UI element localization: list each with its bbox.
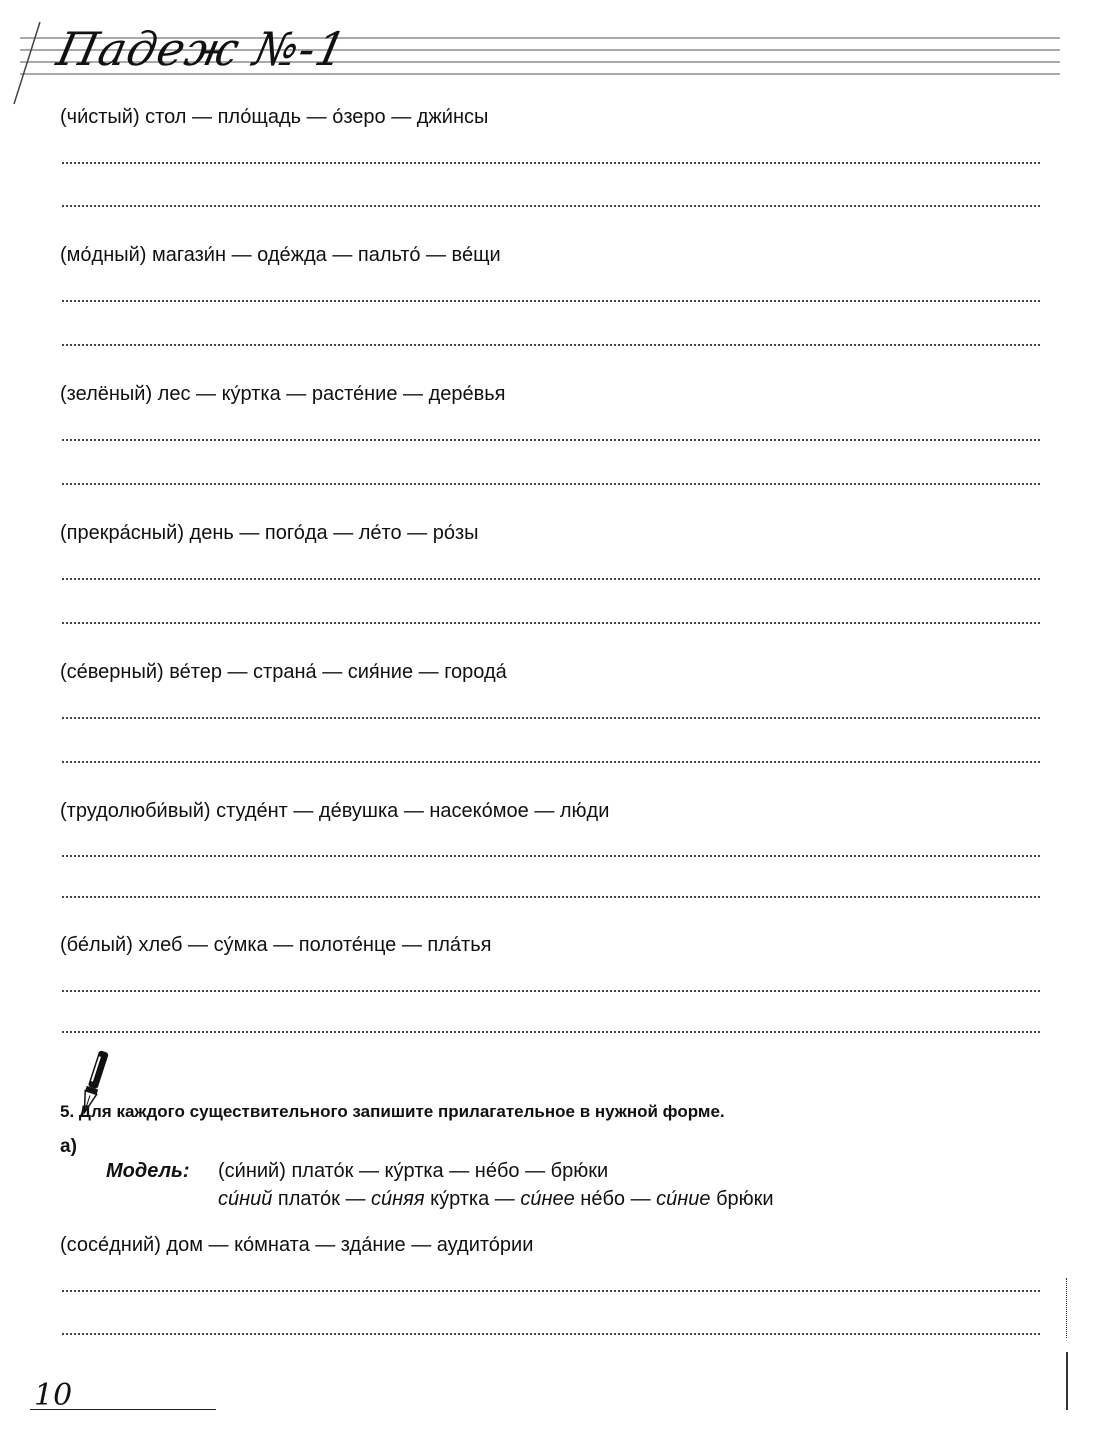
model-noun: не́бо —	[574, 1188, 657, 1210]
answer-line[interactable]	[62, 855, 1040, 857]
margin-mark	[1066, 1278, 1067, 1338]
exercise-item-4: (прекра́сный) день — пого́да — ле́то — ро́зы	[60, 522, 479, 544]
exercise-item-2: (мо́дный) магази́н — оде́жда — пальто́ — ве́щи	[60, 244, 501, 266]
model-adjective: си́няя	[371, 1188, 425, 1210]
model-noun: брю́ки	[710, 1188, 774, 1210]
model-adjective: си́нее	[520, 1188, 575, 1210]
model-noun: плато́к —	[272, 1188, 372, 1210]
exercise-item-5: (се́верный) ве́тер — страна́ — сия́ние — города́	[60, 661, 507, 683]
answer-line[interactable]	[62, 1031, 1040, 1033]
answer-line[interactable]	[62, 990, 1040, 992]
page-title: Падеж №-1	[52, 22, 352, 76]
task-5-part-label: а)	[60, 1136, 77, 1157]
page-number-rule	[30, 1409, 216, 1410]
answer-line[interactable]	[62, 1290, 1040, 1292]
model-line-1: (си́ний) плато́к — ку́ртка — не́бо — брю́ки	[218, 1160, 609, 1182]
model-label: Модель:	[106, 1160, 190, 1182]
model-noun: ку́ртка —	[424, 1188, 521, 1210]
answer-line[interactable]	[62, 439, 1040, 441]
exercise-item-1: (чи́стый) стол — пло́щадь — о́зеро — джи́нсы	[60, 106, 489, 128]
answer-line[interactable]	[62, 162, 1040, 164]
model-line-2	[218, 1188, 774, 1211]
task-5-instruction: 5. Для каждого существительного запишите прилагательное в нужной форме.	[60, 1102, 725, 1121]
model-adjective: си́ние	[656, 1188, 711, 1210]
page-number: 10	[34, 1378, 73, 1413]
answer-line[interactable]	[62, 761, 1040, 763]
answer-line[interactable]	[62, 622, 1040, 624]
answer-line[interactable]	[62, 483, 1040, 485]
exercise-item-7: (бе́лый) хлеб — су́мка — полоте́нце — пла́тья	[60, 934, 492, 956]
answer-line[interactable]	[62, 205, 1040, 207]
answer-line[interactable]	[62, 300, 1040, 302]
answer-line[interactable]	[62, 578, 1040, 580]
model-adjective: си́ний	[218, 1188, 273, 1210]
task-5-item: (сосе́дний) дом — ко́мната — зда́ние — аудито́рии	[60, 1234, 534, 1256]
margin-mark	[1066, 1352, 1068, 1410]
exercise-item-6: (трудолюби́вый) студе́нт — де́вушка — насеко́мое — лю́ди	[60, 800, 610, 822]
page-header	[0, 0, 1096, 110]
answer-line[interactable]	[62, 344, 1040, 346]
exercise-item-3: (зелёный) лес — ку́ртка — расте́ние — дере́вья	[60, 383, 506, 405]
answer-line[interactable]	[62, 1333, 1040, 1335]
answer-line[interactable]	[62, 717, 1040, 719]
answer-line[interactable]	[62, 896, 1040, 898]
